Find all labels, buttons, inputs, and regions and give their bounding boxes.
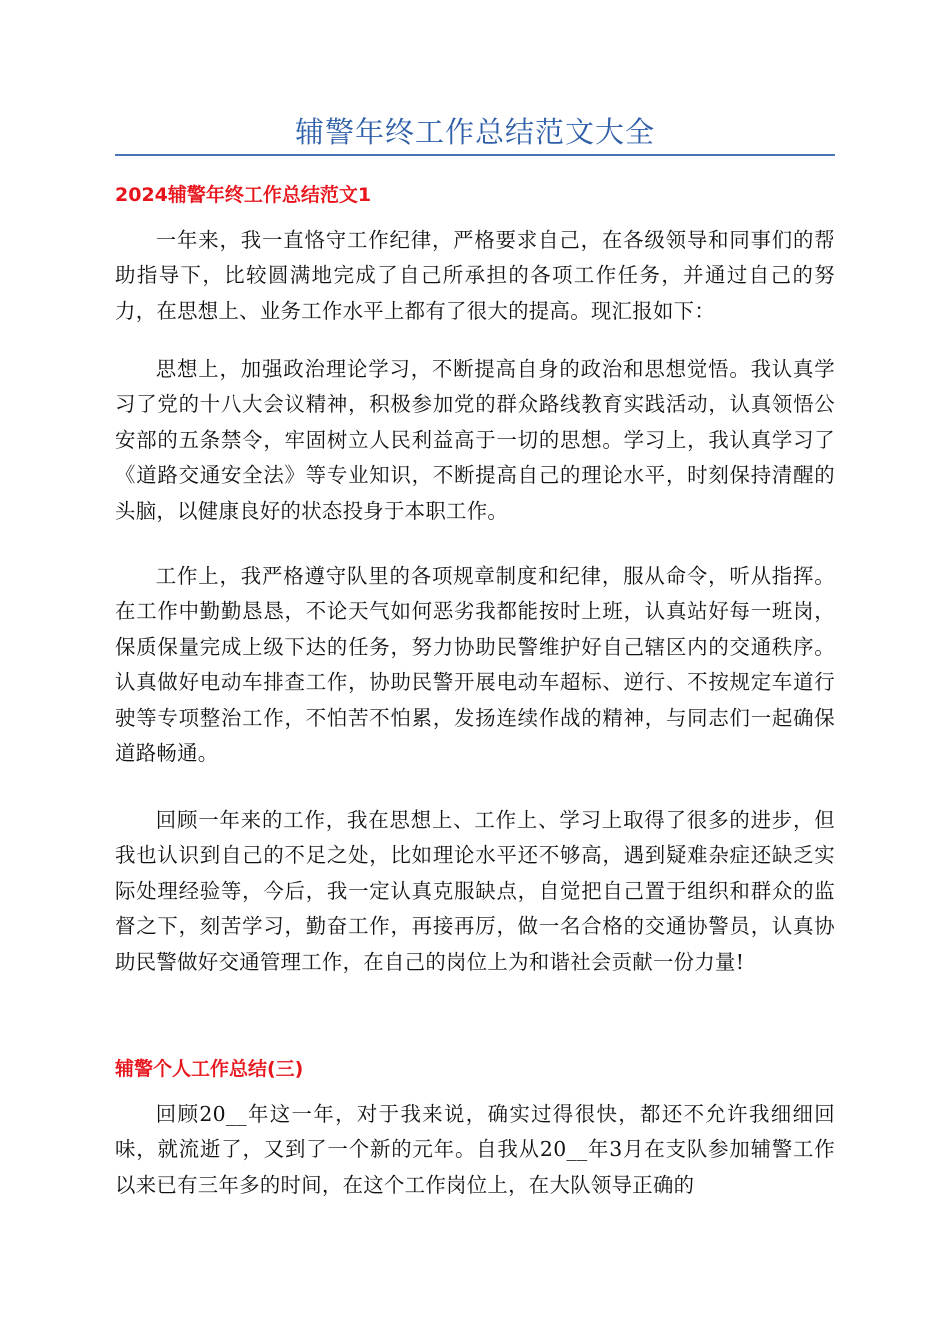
- title-underline: [115, 154, 835, 156]
- body-paragraph: 回顾一年来的工作，我在思想上、工作上、学习上取得了很多的进步，但我也认识到自己的不足之处，比如理论水平还不够高，遇到疑难杂症还缺乏实际处理经验等，今后，我一定认真克服缺点，自觉把自己置于组织和群众的监督之下，刻苦学习，勤奋工作，再接再厉，做一名合格的交通协警员，认真协助民警做好交通管理工作，在自己的岗位上为和谐社会贡献一份力量!: [115, 808, 835, 974]
- section-heading: 2024辅警年终工作总结范文1: [115, 184, 372, 206]
- document-title: 辅警年终工作总结范文大全: [294, 115, 655, 149]
- body-paragraph: 一年来，我一直恪守工作纪律，严格要求自己，在各级领导和同事们的帮助指导下，比较圆满地完成了自己所承担的各项工作任务，并通过自己的努力，在思想上、业务工作水平上都有了很大的提高。现汇报如下：: [115, 228, 835, 323]
- body-paragraph: 思想上，加强政治理论学习，不断提高自身的政治和思想觉悟。我认真学习了党的十八大会议精神，积极参加党的群众路线教育实践活动，认真领悟公安部的五条禁令，牢固树立人民利益高于一切的思想。学习上，我认真学习了《道路交通安全法》等专业知识，不断提高自己的理论水平，时刻保持清醒的头脑，以健康良好的状态投身于本职工作。: [115, 357, 835, 523]
- body-paragraph: 工作上，我严格遵守队里的各项规章制度和纪律，服从命令，听从指挥。在工作中勤勤恳恳，不论天气如何恶劣我都能按时上班，认真站好每一班岗，保质保量完成上级下达的任务，努力协助民警维护好自己辖区内的交通秩序。认真做好电动车排查工作，协助民警开展电动车超标、逆行、不按规定车道行驶等专项整治工作，不怕苦不怕累，发扬连续作战的精神，与同志们一起确保道路畅通。: [115, 564, 835, 766]
- section-heading: 辅警个人工作总结(三): [115, 1058, 304, 1080]
- body-paragraph: 回顾20__年这一年，对于我来说，确实过得很快，都还不允许我细细回味，就流逝了，又到了一个新的元年。自我从20__年3月在支队参加辅警工作以来已有三年多的时间，在这个工作岗位上，在大队领导正确的: [115, 1102, 835, 1197]
